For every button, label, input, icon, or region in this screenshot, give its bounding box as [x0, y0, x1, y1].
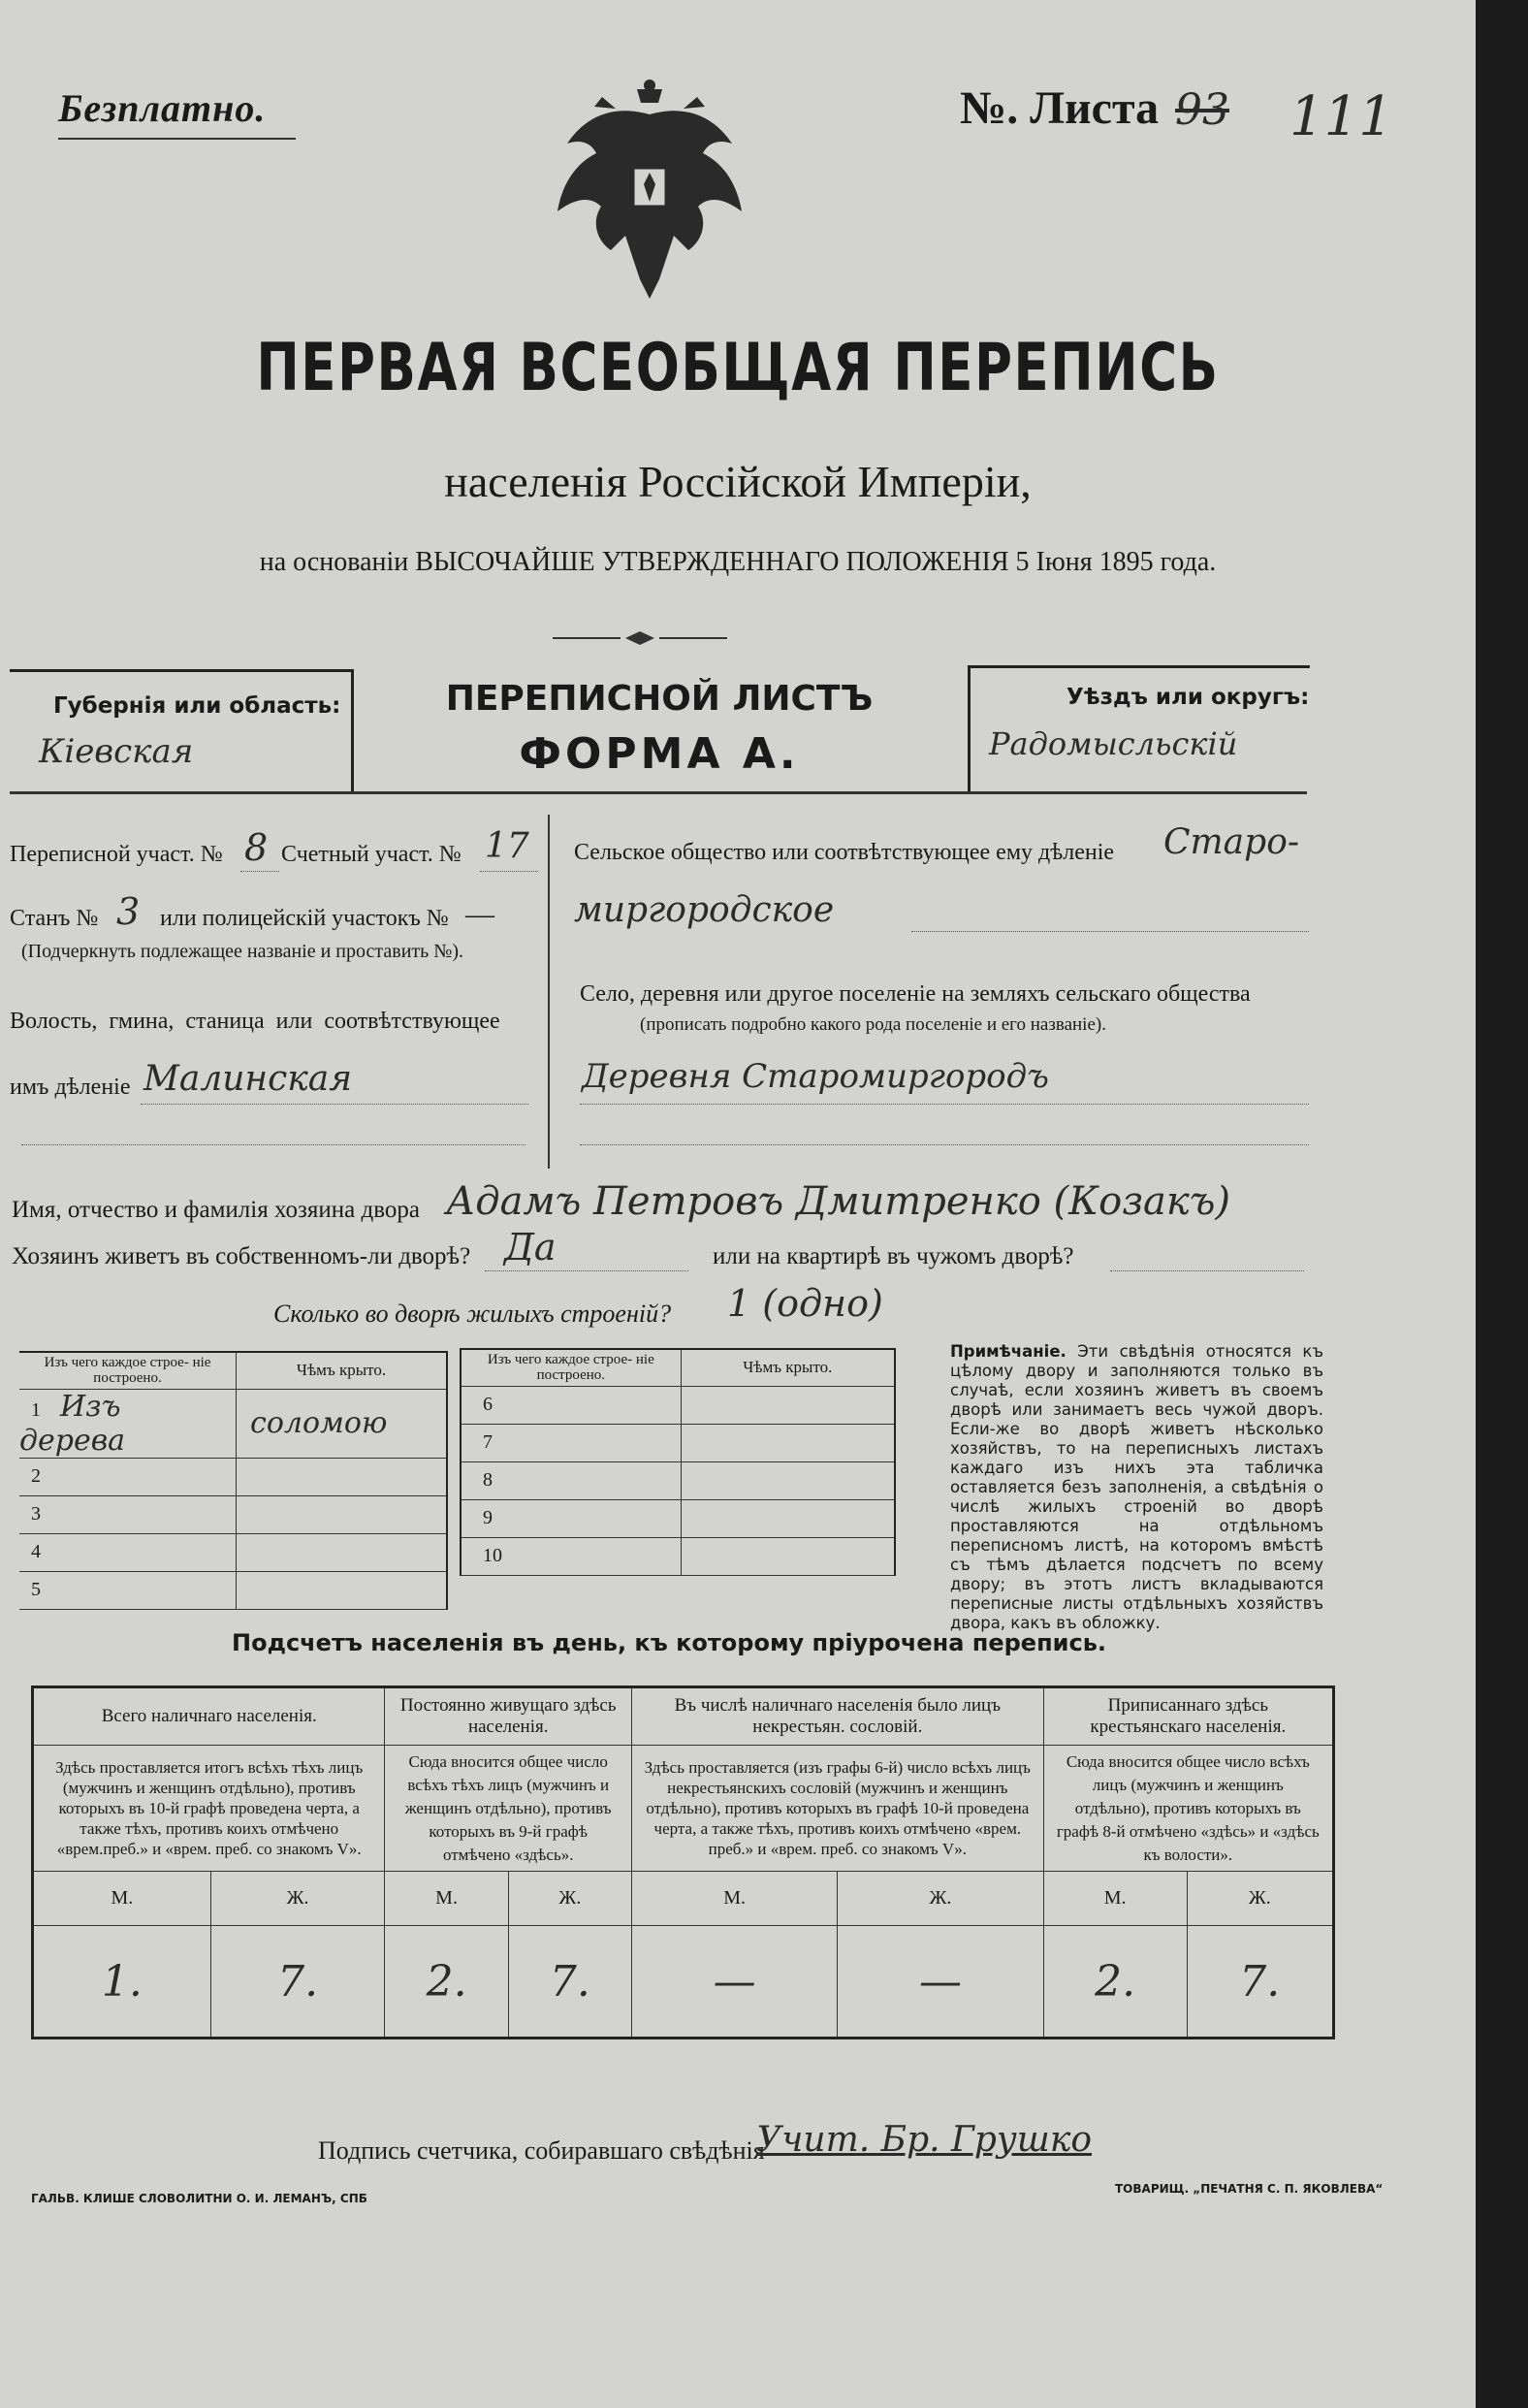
male-label: М.	[385, 1872, 508, 1926]
row-number: 3	[31, 1503, 41, 1525]
row-number: 10	[483, 1545, 502, 1566]
own-yard-label: Хозяинъ живетъ въ собственномъ-ли дворѣ?	[12, 1243, 471, 1269]
permanent-male-value: 2.	[385, 1926, 508, 2039]
row-roof	[237, 1458, 447, 1495]
row-number: 5	[31, 1579, 41, 1600]
buildings-value: 1 (одно)	[727, 1282, 883, 1325]
col-material-header: Изъ чего каждое строе- ніе построено.	[19, 1352, 237, 1389]
col-roof-header: Чѣмъ крыто.	[237, 1352, 447, 1389]
row-roof	[681, 1461, 895, 1499]
col-roof-header: Чѣмъ крыто.	[681, 1349, 895, 1386]
permanent-female-value: 7.	[508, 1926, 631, 2039]
sheet-number-struck: 93	[1175, 85, 1229, 135]
census-title: ПЕРВАЯ ВСЕОБЩАЯ ПЕРЕПИСЬ	[256, 330, 1220, 406]
sheet-number-hand: 111	[1289, 85, 1393, 148]
ornament-divider	[553, 628, 727, 648]
uezd-label: Уѣздъ или округъ:	[1066, 685, 1310, 710]
col-material-header: Изъ чего каждое строе- ніе построено.	[461, 1349, 681, 1386]
col-registered-peasant-desc: Сюда вносится общее число всѣхъ лицъ (мужчинъ и женщинъ отдѣльно), противъ которыхъ въ графѣ 8-й отмѣчено «здѣсь» и «здѣсь къ волости».	[1043, 1746, 1333, 1872]
note-text: Эти свѣдѣнія относятся къ цѣлому двору и заполняются только въ случаѣ, если хозяинъ живетъ въ своемъ дворѣ или занимаетъ весь чужой дворъ. Если-же во дворѣ живетъ нѣсколько хозяйствъ, то на переписныхъ листахъ каждаго изъ нихъ эта табличка оставляется безъ заполненія, а свѣдѣнія о числѣ жилыхъ строеній во дворѣ проставляются на отдѣльномъ переписномъ листѣ, на которомъ вмѣстѣ съ тѣмъ дѣлается подсчетъ по всему двору; въ этотъ листъ вкладываются переписные листы отдѣльныхъ хозяйствъ двора, какъ въ обложку.	[950, 1342, 1323, 1632]
note-head: Примѣчаніе.	[950, 1342, 1066, 1361]
schetny-label: Счетный участ. №	[281, 842, 462, 867]
signature-value: Учит. Бр. Грушко	[756, 2120, 1093, 2160]
uchastok-value: 8	[244, 826, 269, 869]
police-label: или полицейскій участокъ №	[160, 906, 449, 931]
census-basis: на основаніи ВЫСОЧАЙШЕ УТВЕРЖДЕННАГО ПОЛОЖЕНІЯ 5 Іюня 1895 года.	[259, 547, 1217, 577]
row-number: 9	[483, 1507, 493, 1528]
owner-name-label: Имя, отчество и фамилія хозяина двора	[12, 1197, 420, 1223]
note-block	[950, 1342, 1323, 1633]
village-label: Село, деревня или другое поселеніе на земляхъ сельскаго общества	[580, 981, 1251, 1007]
volost-value: Малинская	[143, 1059, 353, 1099]
row-number: 8	[483, 1469, 493, 1491]
row-roof	[681, 1499, 895, 1537]
non-peasant-female-value: —	[838, 1926, 1043, 2039]
col-registered-peasant-header: Приписаннаго здѣсь крестьянскаго населенія.	[1043, 1687, 1333, 1746]
society-value-1: Старо-	[1163, 822, 1300, 862]
sheet-number-label: №. Листа	[960, 82, 1160, 134]
col-non-peasant-desc: Здѣсь проставляется (изъ графы 6-й) число всѣхъ лицъ некрестьянскихъ сословій (мужчинъ и женщинъ отдѣльно), противъ которыхъ въ графѣ 10-й проведена черта, а также тѣхъ, противъ коихъ отмѣчено «врем. преб.» и «врем. преб. со знакомъ V».	[632, 1746, 1044, 1872]
uezd-value: Радомысльскій	[989, 725, 1238, 762]
vertical-divider	[548, 815, 550, 1169]
underline-note: (Подчеркнуть подлежащее названіе и проставить №).	[21, 941, 463, 962]
rent-label: или на квартирѣ въ чужомъ дворѣ?	[713, 1243, 1074, 1269]
row-roof	[681, 1537, 895, 1575]
col-permanent-header: Постоянно живущаго здѣсь населенія.	[385, 1687, 632, 1746]
row-roof	[681, 1386, 895, 1424]
row-number: 1	[31, 1398, 41, 1421]
row-roof	[237, 1571, 447, 1609]
buildings-label: Сколько во дворѣ жилыхъ строеній?	[273, 1300, 672, 1328]
female-label: Ж.	[838, 1872, 1043, 1926]
own-yard-value: Да	[504, 1226, 557, 1268]
col-permanent-desc: Сюда вносится общее число всѣхъ тѣхъ лицъ (мужчинъ и женщинъ отдѣльно), противъ которыхъ въ 9-й графѣ отмѣчено «здѣсь».	[385, 1746, 632, 1872]
guberniya-value: Кіевская	[39, 732, 194, 771]
buildings-table-left	[19, 1351, 448, 1610]
row-roof	[681, 1424, 895, 1461]
census-subtitle: населенія Россійской Имперіи,	[444, 457, 1032, 506]
village-value: Деревня Старомиргородъ	[582, 1057, 1049, 1096]
row-number: 2	[31, 1465, 41, 1487]
schetny-value: 17	[485, 826, 529, 866]
col-total-present-header: Всего наличнаго населенія.	[33, 1687, 385, 1746]
registered-female-value: 7.	[1187, 1926, 1333, 2039]
registered-male-value: 2.	[1043, 1926, 1187, 2039]
stan-label: Станъ №	[10, 906, 99, 931]
col-non-peasant-header: Въ числѣ наличнаго населенія было лицъ некрестьян. сословій.	[632, 1687, 1044, 1746]
count-title: Подсчетъ населенія въ день, къ которому пріурочена перепись.	[232, 1629, 1106, 1656]
row-number: 4	[31, 1541, 41, 1562]
female-label: Ж.	[210, 1872, 385, 1926]
col-total-present-desc: Здѣсь проставляется итогъ всѣхъ тѣхъ лицъ (мужчинъ и женщинъ отдѣльно), противъ которыхъ въ 10-й графѣ проведена черта, а также тѣхъ, противъ коихъ отмѣчено «врем.преб.» и «врем. преб. со знакомъ V».	[33, 1746, 385, 1872]
sheet-title: ПЕРЕПИСНОЙ ЛИСТЪ	[445, 679, 874, 719]
volost-label: Волость, гмина, станица или соотвѣтствующее	[10, 1009, 500, 1034]
free-label: Безплатно.	[58, 86, 267, 130]
volost-label-2: имъ дѣленіе	[10, 1075, 131, 1100]
signature-label: Подпись счетчика, собиравшаго свѣдѣнія	[318, 2136, 765, 2165]
row-number: 6	[483, 1394, 493, 1415]
stan-value: 3	[116, 890, 141, 933]
male-label: М.	[33, 1872, 211, 1926]
scan-margin	[1476, 0, 1528, 2408]
footer-printer-left: ГАЛЬВ. КЛИШЕ СЛОВОЛИТНИ О. И. ЛЕМАНЪ, СПБ	[31, 2192, 367, 2205]
row-number: 7	[483, 1431, 493, 1453]
non-peasant-male-value: —	[632, 1926, 838, 2039]
guberniya-label: Губернія или область:	[53, 693, 341, 719]
row-roof: соломою	[237, 1389, 447, 1458]
row-material: Изъ дерева	[19, 1389, 126, 1458]
society-label: Сельское общество или соотвѣтствующее ему дѣленіе	[574, 840, 1115, 865]
footer-printer-right: ТОВАРИЩ. „ПЕЧАТНЯ С. П. ЯКОВЛЕВА“	[1115, 2182, 1384, 2196]
male-label: М.	[632, 1872, 838, 1926]
buildings-table-right	[460, 1348, 896, 1576]
female-label: Ж.	[1187, 1872, 1333, 1926]
female-label: Ж.	[508, 1872, 631, 1926]
police-value: —	[465, 898, 494, 930]
total-female-value: 7.	[210, 1926, 385, 2039]
total-male-value: 1.	[33, 1926, 211, 2039]
uchastok-label: Переписной участ. №	[10, 842, 223, 867]
society-value-2: миргородское	[574, 890, 835, 930]
male-label: М.	[1043, 1872, 1187, 1926]
village-note: (прописать подробно какого рода поселеніе и его названіе).	[640, 1014, 1106, 1035]
form-title: ФОРМА А.	[519, 729, 800, 779]
population-count-table	[31, 1686, 1335, 2039]
owner-name-value: Адамъ Петровъ Дмитренко (Козакъ)	[446, 1179, 1231, 1224]
row-roof	[237, 1533, 447, 1571]
imperial-eagle-emblem	[548, 76, 751, 308]
row-roof	[237, 1495, 447, 1533]
